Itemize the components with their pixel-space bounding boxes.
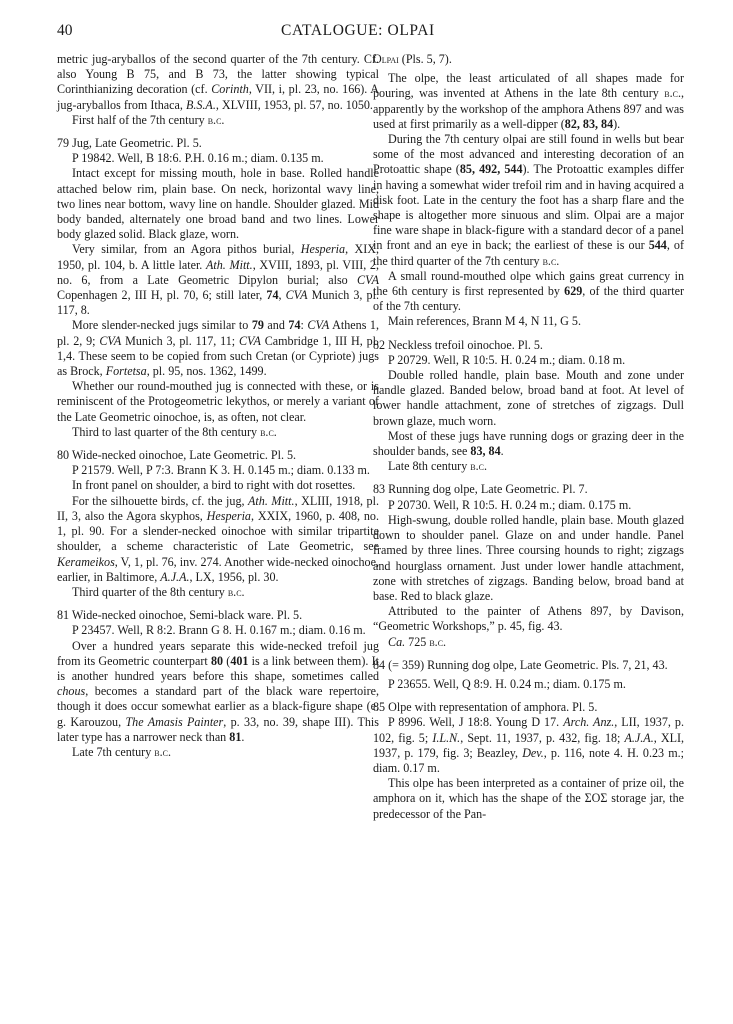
entry-82-discussion: Most of these jugs have running dogs or grazing deer in the shoulder bands, see 83, 84. [373,428,684,459]
continued-paragraph: metric jug-aryballos of the second quarter of the 7th century. Cf. also Young B 75, and B 73, the latter showing typical Corinthianizing decoration (cf. Corinth, VII, i, pl. 23, no. 166). A jug-aryballos from Ithaca, B.S.A., XLVIII, 1953, pl. 57, no. 1050. [57,52,380,112]
date-line: First half of the 7th century b.c. [72,112,225,127]
entry-83-meta: P 20730. Well, R 10:5. H. 0.24 m.; diam. 0.175 m. [388,497,632,512]
entry-85-heading: 85 Olpe with representation of amphora. Pl. 5. [373,700,598,715]
olpai-intro-3: A small round-mouthed olpe which gains great currency in the 6th century is first represented by 629, of the third quarter of the 7th century. [373,268,684,314]
entry-82-heading: 82 Neckless trefoil oinochoe. Pl. 5. [373,337,543,352]
entry-83-attribution: Attributed to the painter of Athens 897, by Davison, “Geometric Workshops,” p. 45, fig. 43. [373,604,684,634]
entry-82-meta: P 20729. Well, R 10:5. H. 0.24 m.; diam. 0.18 m. [388,352,626,367]
running-head: CATALOGUE: OLPAI [281,22,435,39]
entry-81-meta: P 23457. Well, R 8:2. Brann G 8. H. 0.167 m.; diam. 0.16 m. [72,623,366,638]
entry-85-meta: P 8996. Well, J 18:8. Young D 17. Arch. Anz., LII, 1937, p. 102, fig. 5; I.L.N., Sept. 11, 1937, p. 432, fig. 18; A.J.A., XLI, 1937, p. 179, fig. 3; Beazley, Dev., p. 116, note 4. H. 0.23 m.; diam. 0.17 m. [373,715,685,775]
entry-80-comparanda: For the silhouette birds, cf. the jug, Ath. Mitt., XLIII, 1918, pl. II, 3, also the Agora skyphos, Hesperia, XXIX, 1960, p. 408, no. 1, pl. 90. For a slender-necked oinochoe with similar tripartite shoulder, a scheme characteristic of Late Geometric, see Kerameikos, V, 1, pl. 76, inv. 274. Another wide-necked oinochoe, earlier, in Baltimore, A.J.A., LX, 1956, pl. 30. [57,493,379,584]
entry-80-meta: P 21579. Well, P 7:3. Brann K 3. H. 0.145 m.; diam. 0.133 m. [72,463,370,478]
entry-80-date: Third quarter of the 8th century b.c. [72,584,245,599]
entry-83-date: Ca. 725 b.c. [388,634,447,649]
entry-81-date: Late 7th century b.c. [72,744,171,759]
entry-82-date: Late 8th century b.c. [388,459,487,474]
olpai-references: Main references, Brann M 4, N 11, G 5. [388,314,581,329]
entry-79-slender-necked: More slender-necked jugs similar to 79 and 74: CVA Athens 1, pl. 2, 9; CVA Munich 3, pl. 117, 11; CVA Cambridge 1, III H, pl. 1,4. These seem to be copied from such Cretan (or Cypriote) jugs as Brock, Fortetsa, pl. 95, nos. 1362, 1499. [57,318,380,379]
entry-84-meta: P 23655. Well, Q 8:9. H. 0.24 m.; diam. 0.175 m. [388,676,626,691]
entry-80-description: In front panel on shoulder, a bird to right with dot rosettes. [72,478,356,493]
entry-80-heading: 80 Wide-necked oinochoe, Late Geometric. Pl. 5. [57,448,297,463]
entry-83-description: High-swung, double rolled handle, plain base. Mouth glazed down to shoulder panel. Glaze on and under handle. Panel framed by three lines. Three coursing hounds to right; zigzags and hourglass ornament. Just under lower handle attachment, zone with stretches of zigzags. Banding below, broad band at base. Red to black glaze. [373,512,684,603]
entry-81-discussion: Over a hundred years separate this wide-necked trefoil jug from its Geometric counterpart 80 (401 is a link between them). It is another hundred years before this shape, sometimes called chous, becomes a standard part of the black ware repertoire, though it does occur somewhat earlier as a black-figure shape (e. g. Karouzou, The Amasis Painter, p. 33, no. 39, shape III). This later type has a narrower neck than 81. [57,638,380,744]
entry-84-heading: 84 (= 359) Running dog olpe, Late Geometric. Pls. 7, 21, 43. [373,657,668,672]
entry-83-heading: 83 Running dog olpe, Late Geometric. Pl. 7. [373,482,588,497]
right-column [373,52,684,822]
entry-82-description: Double rolled handle, plain base. Mouth and zone under handle glazed. Banded below, broad band at foot. At level of lower handle attachment, zone of stretches of zigzags. Dull brown glaze, much worn. [373,368,684,428]
olpai-intro-1: The olpe, the least articulated of all shapes made for pouring, was invented at Athens in the late 8th century b.c., apparently by the workshop of the amphora Athens 897 and was used at first primarily as a well-dipper (82, 83, 84). [373,71,685,131]
entry-79-date: Third to last quarter of the 8th century b.c. [72,424,277,439]
entry-85-discussion: This olpe has been interpreted as a container of prize oil, the amphora on it, which has the shape of the ΣΟΣ storage jar, the predecessor of the Pan- [373,776,684,821]
page-number: 40 [57,22,73,39]
entry-79-meta: P 19842. Well, B 18:6. P.H. 0.16 m.; diam. 0.135 m. [72,151,324,166]
olpai-section-heading: Olpai (Pls. 5, 7). [373,52,452,66]
left-column [57,52,379,760]
entry-79-discussion: Whether our round-mouthed jug is connected with these, or is reminiscent of the Protogeometric lekythos, or merely a variant of the Late Geometric oinochoe, is, as often, not clear. [57,379,379,424]
entry-79-heading: 79 Jug, Late Geometric. Pl. 5. [57,136,202,151]
olpai-intro-2: During the 7th century olpai are still found in wells but bear some of the most advanced and interesting decoration of an Protoattic shape (85, 492, 544). The Protoattic examples differ in having a somewhat wider trefoil rim and in having acquired a disk foot. Late in the century the foot has a sharp flare and the shape is altogether more sinuous and slim. Olpai are a major fine ware shape in black-figure with a standard decor of a panel in front and an eye in back; the earliest of these is our 544, of the third quarter of the 7th century b.c. [373,132,685,268]
entry-79-comparanda: Very similar, from an Agora pithos burial, Hesperia, XIX, 1950, pl. 104, b. A little later. Ath. Mitt., XVIII, 1893, pl. VIII, 2, no. 6, from a Late Geometric Dipylon burial; also CVA Copenhagen 2, III H, pl. 70, 6; still later, 74, CVA Munich 3, pl. 117, 8. [57,242,379,318]
entry-81-heading: 81 Wide-necked oinochoe, Semi-black ware. Pl. 5. [57,608,303,623]
entry-79-description: Intact except for missing mouth, hole in base. Rolled handle attached below rim, plain base. On neck, horizontal wavy line, two lines near bottom, wavy line on handle. Shoulder glazed. Mid body banded, alternately one broad band and two lines. Lower body glazed solid. Black glaze, worn. [57,166,379,242]
